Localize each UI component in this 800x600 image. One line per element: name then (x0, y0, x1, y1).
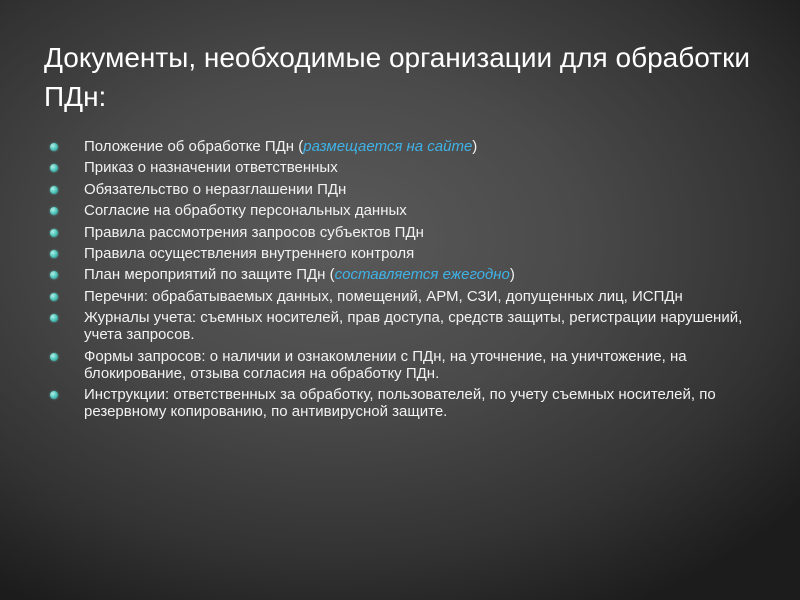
list-item (50, 386, 750, 420)
bullet-icon (50, 353, 58, 361)
list-item-text: Согласие на обработку персональных данных (84, 202, 407, 220)
list-item-accent-note: составляется ежегодно (334, 266, 510, 284)
bullet-icon (50, 314, 58, 322)
bullet-icon (50, 293, 58, 301)
list-item-text: План мероприятий по защите ПДн ( (84, 266, 335, 284)
list-item-text: Положение об обработке ПДн ( (84, 138, 304, 155)
bullet-icon (50, 186, 58, 194)
list-item-text: Обязательство о неразглашении ПДн (84, 180, 347, 198)
list-item (50, 159, 750, 176)
list-item-text: Журналы учета: съемных носителей, прав доступа, средств защиты, регистрации нарушений, учета запросов. (84, 309, 743, 344)
list-item-text-end: ) (472, 138, 478, 155)
list-item (50, 348, 750, 382)
list-item-text: Перечни: обрабатываемых данных, помещений, АРМ, СЗИ, допущенных лиц, ИСПДн (84, 287, 683, 305)
bullet-icon (50, 164, 58, 172)
bullet-list (50, 138, 750, 424)
list-item-accent-note: размещается на сайте (303, 138, 473, 155)
list-item (50, 245, 750, 262)
slide-title: Документы, необходимые организации для обработки ПДн: (44, 42, 750, 112)
list-item (50, 266, 750, 283)
bullet-icon (50, 143, 58, 151)
bullet-icon (50, 207, 58, 215)
list-item (50, 181, 750, 198)
bullet-icon (50, 271, 58, 279)
bullet-icon (50, 229, 58, 237)
list-item-text: Правила рассмотрения запросов субъектов ПДн (84, 223, 424, 241)
list-item (50, 309, 750, 343)
list-item-text: Правила осуществления внутреннего контроля (84, 244, 415, 262)
list-item (50, 224, 750, 241)
list-item-text: Формы запросов: о наличии и ознакомлении с ПДн, на уточнение, на уничтожение, на блокирование, отзыва согласия на обработку ПДн. (84, 347, 687, 382)
list-item (50, 138, 750, 155)
list-item-text: Инструкции: ответственных за обработку, пользователей, по учету съемных носителей, по резервному копированию, по антивирусной защите. (84, 385, 716, 420)
list-item (50, 288, 750, 305)
list-item (50, 202, 750, 219)
bullet-icon (50, 250, 58, 258)
list-item-text-end: ) (509, 266, 515, 284)
bullet-icon (50, 391, 58, 399)
list-item-text: Приказ о назначении ответственных (84, 159, 338, 177)
